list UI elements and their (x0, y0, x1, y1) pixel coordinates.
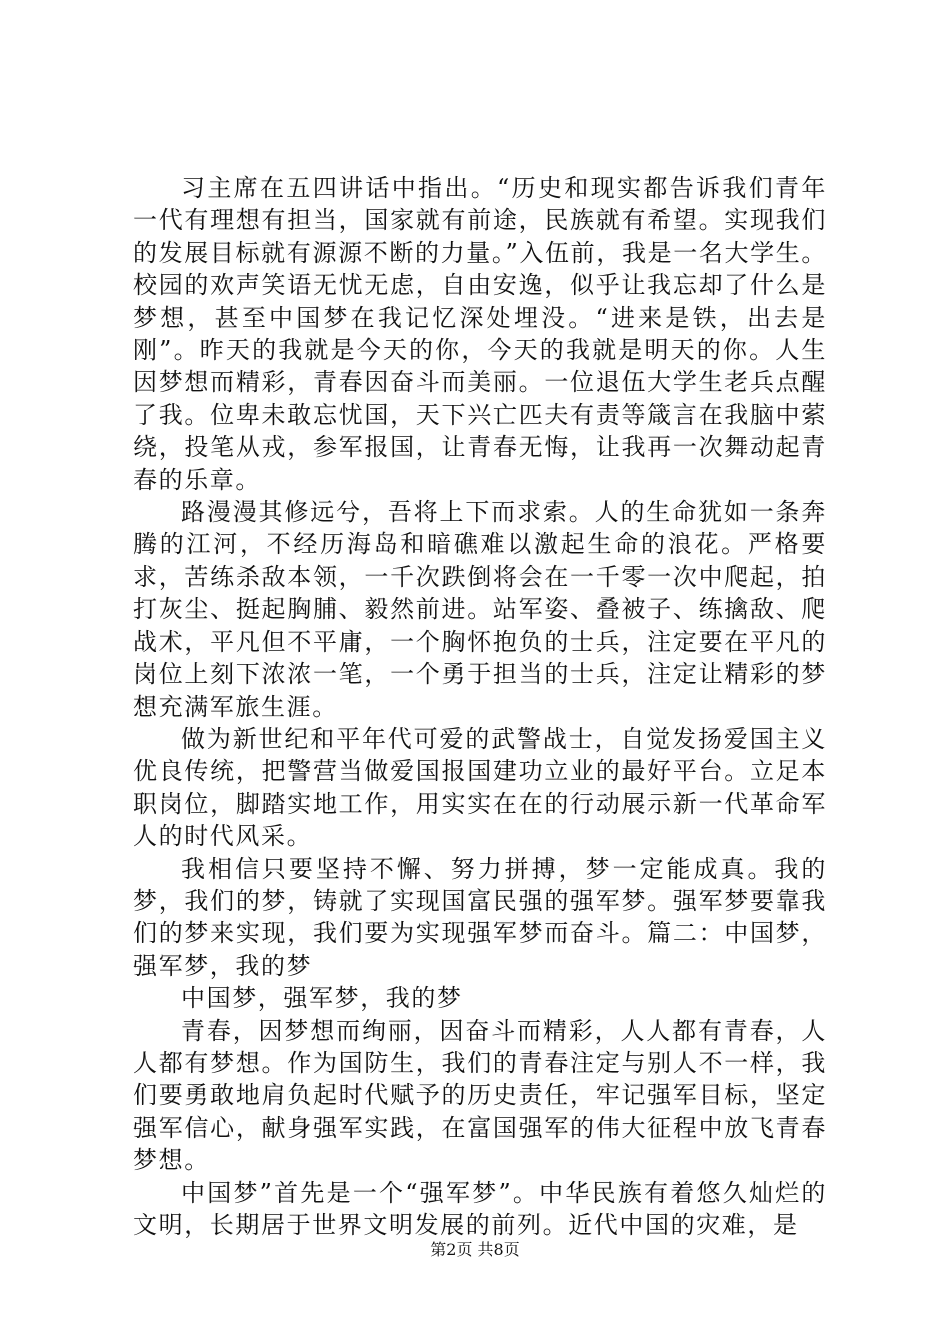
section-heading: 中国梦，强军梦，我的梦 (181, 984, 463, 1013)
document-body (133, 172, 827, 1241)
paragraph: 做为新世纪和平年代可爱的武警战士，自觉发扬爱国主义优良传统，把警营当做爱国报国建功立业的最好平台。立足本职岗位，脚踏实地工作，用实实在在的行动展示新一代革命军人的时代风采。 (133, 724, 827, 851)
paragraph: 青春，因梦想而绚丽，因奋斗而精彩，人人都有青春，人人都有梦想。作为国防生，我们的青春注定与别人不一样，我们要勇敢地肩负起时代赋予的历史责任，牢记强军目标，坚定强军信心，献身强军实践，在富国强军的伟大征程中放飞青春梦想。 (133, 1016, 827, 1175)
paragraph: 中国梦”首先是一个“强军梦”。中华民族有着悠久灿烂的文明，长期居于世界文明发展的前列。近代中国的灾难，是 (133, 1178, 827, 1239)
paragraph: 习主席在五四讲话中指出。“历史和现实都告诉我们青年一代有理想有担当，国家就有前途，民族就有希望。实现我们的发展目标就有源源不断的力量。”入伍前，我是一名大学生。校园的欢声笑语无忧无虑，自由安逸，似乎让我忘却了什么是梦想，甚至中国梦在我记忆深处埋没。“进来是铁，出去是刚”。昨天的我就是今天的你，今天的我就是明天的你。人生因梦想而精彩，青春因奋斗而美丽。一位退伍大学生老兵点醒了我。位卑未敢忘忧国，天下兴亡匹夫有责等箴言在我脑中萦绕，投笔从戎，参军报国，让青春无悔，让我再一次舞动起青春的乐章。 (133, 174, 827, 494)
paragraph: 路漫漫其修远兮，吾将上下而求索。人的生命犹如一条奔腾的江河，不经历海岛和暗礁难以激起生命的浪花。严格要求，苦练杀敌本领，一千次跌倒将会在一千零一次中爬起，拍打灰尘、挺起胸脯、毅然前进。站军姿、叠被子、练擒敌、爬战术，平凡但不平庸，一个胸怀抱负的士兵，注定要在平凡的岗位上刻下浓浓一笔，一个勇于担当的士兵，注定让精彩的梦想充满军旅生涯。 (133, 498, 827, 721)
paragraph: 我相信只要坚持不懈、努力拼搏，梦一定能成真。我的梦，我们的梦，铸就了实现国富民强的强军梦。强军梦要靠我们的梦来实现，我们要为实现强军梦而奋斗。篇二：中国梦，强军梦，我的梦 (133, 854, 827, 980)
page-footer: 第2页 共8页 (430, 1240, 520, 1259)
